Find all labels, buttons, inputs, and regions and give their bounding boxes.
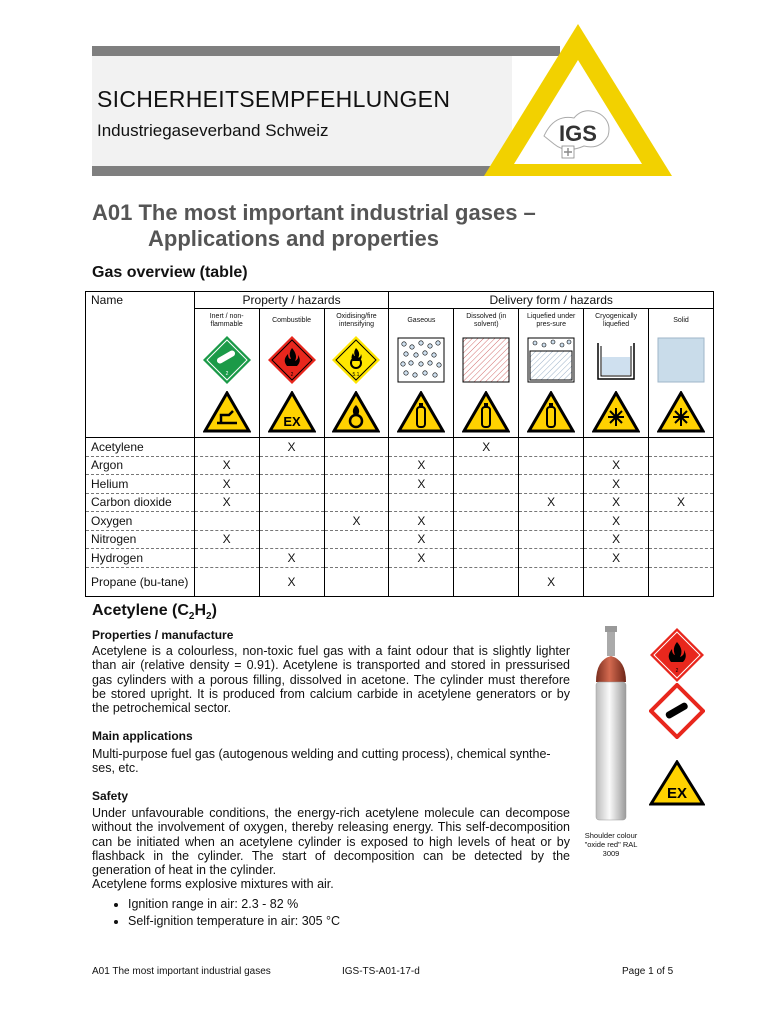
table-cell bbox=[649, 530, 714, 549]
flame-diamond-icon bbox=[267, 335, 317, 385]
table-cell: X bbox=[584, 549, 649, 568]
subcol-oxidising: Oxidising/fire intensifying bbox=[324, 309, 389, 334]
safety-text-2: Acetylene forms explosive mixtures with air. bbox=[92, 877, 334, 891]
table-cell bbox=[454, 530, 519, 549]
footer-page-number: Page 1 of 5 bbox=[622, 966, 674, 977]
group-header-property: Property / hazards bbox=[194, 292, 389, 309]
table-cell bbox=[584, 438, 649, 457]
table-cell bbox=[259, 512, 324, 531]
gas-name-cell: Carbon dioxide bbox=[86, 493, 195, 512]
svg-text:EX: EX bbox=[282, 414, 301, 429]
table-cell: X bbox=[584, 512, 649, 531]
table-cell bbox=[454, 512, 519, 531]
document-title-line1: A01 The most important industrial gases – bbox=[92, 200, 536, 225]
flame-over-circle-diamond-icon bbox=[331, 335, 381, 385]
table-cell: X bbox=[194, 456, 259, 475]
table-cell bbox=[259, 475, 324, 494]
subcol-inert: Inert / non-flammable bbox=[194, 309, 259, 334]
gas-name-cell: Argon bbox=[86, 456, 195, 475]
list-item: • Self-ignition temperature in air: 305 °C bbox=[128, 913, 340, 930]
warning-solid bbox=[649, 387, 714, 438]
table-cell bbox=[324, 456, 389, 475]
table-cell bbox=[519, 530, 584, 549]
table-cell bbox=[259, 530, 324, 549]
table-cell: X bbox=[389, 530, 454, 549]
table-cell bbox=[454, 549, 519, 568]
table-cell bbox=[324, 493, 389, 512]
table-cell bbox=[194, 438, 259, 457]
table-cell bbox=[194, 512, 259, 531]
picture-solid bbox=[649, 333, 714, 387]
table-cell: X bbox=[194, 493, 259, 512]
table-cell: X bbox=[584, 530, 649, 549]
warning-triangle-icon bbox=[203, 391, 251, 433]
gas-cylinder-image bbox=[590, 624, 632, 824]
low-temperature-warning-icon bbox=[592, 391, 640, 433]
applications-heading: Main applications bbox=[92, 729, 193, 743]
table-cell bbox=[649, 549, 714, 568]
document-title-line2: Applications and properties bbox=[148, 226, 439, 251]
igs-logo-text: IGS bbox=[559, 121, 597, 146]
safety-bullet-list bbox=[108, 896, 340, 930]
table-cell bbox=[389, 493, 454, 512]
subcol-dissolved: Dissolved (in solvent) bbox=[454, 309, 519, 334]
table-cell bbox=[649, 512, 714, 531]
gas-name-cell: Propane (bu-tane) bbox=[86, 567, 195, 596]
table-row bbox=[86, 530, 714, 549]
table-cell: X bbox=[194, 530, 259, 549]
properties-text: Acetylene is a colourless, non-toxic fuel gas with a faint odour that is slightly lighter than air (relative density = 0.91). Acetylene is transported and stored in pressurised gas cylinders with a porous filling, dissolved in acetone. The cylinder must therefore be stored upright. It is produced from calcium carbide in acetylene generators or by the petrochemical sector. bbox=[92, 644, 570, 716]
svg-text:EX: EX bbox=[666, 785, 688, 802]
table-cell bbox=[324, 475, 389, 494]
gas-name-cell: Oxygen bbox=[86, 512, 195, 531]
table-cell bbox=[584, 567, 649, 596]
flammable-diamond-icon bbox=[649, 627, 705, 683]
applications-text: Multi-purpose fuel gas (autogenous welding and cutting process), chemical synthe-ses, etc. bbox=[92, 747, 551, 776]
subcol-cryogenic: Cryogenically liquefied bbox=[584, 309, 649, 334]
warning-dissolved bbox=[454, 387, 519, 438]
subcol-solid: Solid bbox=[649, 309, 714, 334]
table-cell: X bbox=[324, 512, 389, 531]
gas-cylinder-warning-icon bbox=[527, 391, 575, 433]
table-cell bbox=[259, 493, 324, 512]
table-cell bbox=[324, 549, 389, 568]
table-cell bbox=[519, 456, 584, 475]
gas-cylinder-diamond-icon bbox=[202, 335, 252, 385]
warning-gaseous bbox=[389, 387, 454, 438]
gas-name-cell: Hydrogen bbox=[86, 549, 195, 568]
safety-text: Under unfavourable conditions, the energy-rich acetylene molecule can decompose without the involvement of oxygen, thereby releasing energy. This self-decomposition can be initiated when an acetylene cylinder is exposed to high levels of heat or by flashback in the cylinder. The start of decomposition can be detected by the generation of heat in the cylinder. bbox=[92, 806, 570, 878]
table-cell bbox=[649, 456, 714, 475]
footer-left: A01 The most important industrial gases bbox=[92, 966, 271, 977]
table-cell bbox=[519, 475, 584, 494]
table-cell bbox=[649, 438, 714, 457]
header-subtitle: Industriegaseverband Schweiz bbox=[97, 121, 329, 140]
explosive-atmosphere-warning-icon bbox=[649, 760, 705, 806]
hazard-diamond-flammable bbox=[259, 333, 324, 387]
list-item: • Ignition range in air: 2.3 - 82 % bbox=[128, 896, 340, 913]
subcol-gaseous: Gaseous bbox=[389, 309, 454, 334]
table-cell bbox=[519, 549, 584, 568]
warning-oxidiser bbox=[324, 387, 389, 438]
gas-cylinder-warning-icon bbox=[397, 391, 445, 433]
cryogenic-liquid-icon bbox=[592, 337, 640, 383]
gas-cylinder-warning-icon bbox=[462, 391, 510, 433]
group-header-delivery: Delivery form / hazards bbox=[389, 292, 714, 309]
table-cell bbox=[519, 512, 584, 531]
properties-heading: Properties / manufacture bbox=[92, 628, 234, 642]
svg-text:2: 2 bbox=[290, 372, 293, 378]
table-cell bbox=[649, 567, 714, 596]
hazard-diamond-gas bbox=[194, 333, 259, 387]
table-cell: X bbox=[584, 475, 649, 494]
warning-cryogenic bbox=[584, 387, 649, 438]
table-cell bbox=[454, 493, 519, 512]
table-cell: X bbox=[259, 567, 324, 596]
table-cell bbox=[324, 438, 389, 457]
table-row bbox=[86, 456, 714, 475]
gas-table-body bbox=[86, 438, 714, 597]
table-row bbox=[86, 475, 714, 494]
hazard-diamond-oxidising bbox=[324, 333, 389, 387]
table-cell bbox=[324, 530, 389, 549]
oxidiser-warning-icon bbox=[332, 391, 380, 433]
table-cell bbox=[259, 456, 324, 475]
footer-center: IGS-TS-A01-17-d bbox=[342, 966, 420, 977]
svg-text:2: 2 bbox=[675, 668, 679, 674]
table-cell: X bbox=[259, 438, 324, 457]
low-temperature-warning-icon bbox=[657, 391, 705, 433]
gas-name-cell: Nitrogen bbox=[86, 530, 195, 549]
table-cell bbox=[454, 567, 519, 596]
igs-logo-triangle bbox=[478, 18, 678, 183]
table-cell: X bbox=[649, 493, 714, 512]
svg-text:5.1: 5.1 bbox=[352, 372, 360, 378]
table-cell bbox=[454, 456, 519, 475]
table-cell: X bbox=[519, 493, 584, 512]
table-cell bbox=[389, 438, 454, 457]
svg-text:2: 2 bbox=[225, 371, 229, 377]
table-cell bbox=[519, 438, 584, 457]
table-row bbox=[86, 549, 714, 568]
cylinder-caption: Shoulder colour "oxide red" RAL 3009 bbox=[584, 831, 638, 858]
table-cell: X bbox=[584, 493, 649, 512]
warning-explosive bbox=[259, 387, 324, 438]
table-cell: X bbox=[389, 549, 454, 568]
gas-name-cell: Acetylene bbox=[86, 438, 195, 457]
picture-liquefied bbox=[519, 333, 584, 387]
col-header-name: Name bbox=[86, 292, 195, 438]
subcol-combustible: Combustible bbox=[259, 309, 324, 334]
table-row bbox=[86, 567, 714, 596]
gaseous-dots-icon bbox=[397, 337, 445, 383]
table-cell bbox=[194, 567, 259, 596]
table-cell: X bbox=[259, 549, 324, 568]
table-cell: X bbox=[194, 475, 259, 494]
picture-dissolved bbox=[454, 333, 519, 387]
table-heading: Gas overview (table) bbox=[92, 264, 248, 281]
table-cell: X bbox=[519, 567, 584, 596]
table-cell bbox=[454, 475, 519, 494]
table-cell bbox=[324, 567, 389, 596]
table-cell: X bbox=[454, 438, 519, 457]
dissolved-hatch-icon bbox=[462, 337, 510, 383]
table-cell bbox=[649, 475, 714, 494]
gas-name-cell: Helium bbox=[86, 475, 195, 494]
table-row bbox=[86, 493, 714, 512]
liquefied-under-pressure-icon bbox=[527, 337, 575, 383]
table-cell bbox=[389, 567, 454, 596]
acetylene-heading: Acetylene $(C_2H_2)$ bbox=[92, 602, 217, 623]
explosive-atmosphere-icon bbox=[268, 391, 316, 433]
gas-under-pressure-diamond-icon bbox=[649, 683, 705, 739]
table-cell: X bbox=[584, 456, 649, 475]
safety-heading: Safety bbox=[92, 789, 129, 803]
warning-corrosive bbox=[194, 387, 259, 438]
table-row bbox=[86, 512, 714, 531]
warning-liquefied bbox=[519, 387, 584, 438]
solid-block-icon bbox=[657, 337, 705, 383]
table-cell: X bbox=[389, 456, 454, 475]
table-row bbox=[86, 438, 714, 457]
gas-overview-table bbox=[85, 291, 714, 597]
table-cell: X bbox=[389, 512, 454, 531]
header-title: SICHERHEITSEMPFEHLUNGEN bbox=[97, 86, 451, 112]
picture-gaseous bbox=[389, 333, 454, 387]
table-cell bbox=[194, 549, 259, 568]
table-cell: X bbox=[389, 475, 454, 494]
picture-cryogenic bbox=[584, 333, 649, 387]
subcol-liquefied: Liquefied under pres-sure bbox=[519, 309, 584, 334]
